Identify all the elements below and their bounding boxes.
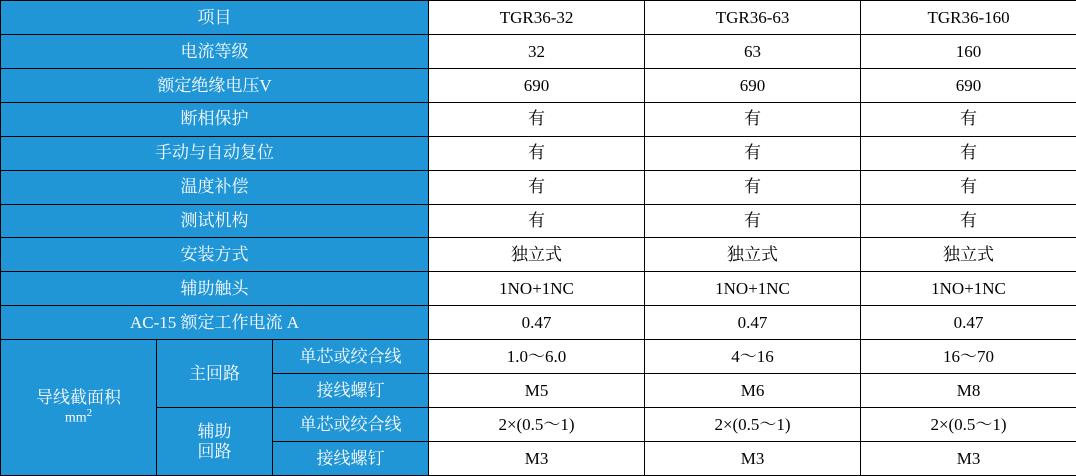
table-header-row: [1, 1, 1076, 35]
header-model-3: TGR36-160: [861, 1, 1076, 35]
wire-row-label: 接线螺钉: [273, 441, 429, 475]
wire-row-value: 2×(0.5～1): [861, 408, 1076, 442]
table-row: [1, 306, 1076, 340]
wire-row-value: M3: [645, 441, 861, 475]
row-label: 测试机构: [1, 204, 429, 238]
row-value: 1NO+1NC: [861, 272, 1076, 306]
wire-row-label: 单芯或绞合线: [273, 408, 429, 442]
row-value: 160: [861, 34, 1076, 68]
table-row: [1, 340, 1076, 374]
row-value: 有: [429, 136, 645, 170]
row-value: 有: [429, 204, 645, 238]
wire-row-value: M6: [645, 374, 861, 408]
header-model-2: TGR36-63: [645, 1, 861, 35]
row-label: 断相保护: [1, 102, 429, 136]
table-row: [1, 238, 1076, 272]
row-label: 辅助触头: [1, 272, 429, 306]
row-value: 有: [861, 102, 1076, 136]
row-value: 有: [645, 136, 861, 170]
row-value: 有: [429, 170, 645, 204]
wire-row-value: 4～16: [645, 340, 861, 374]
wire-section-label-unit: $mm^2$: [64, 407, 93, 426]
row-value: 690: [861, 68, 1076, 102]
row-value: 0.47: [861, 306, 1076, 340]
row-value: 独立式: [429, 238, 645, 272]
row-value: 32: [429, 34, 645, 68]
header-item-label: 项目: [1, 1, 429, 35]
wire-group-main-circuit: 主回路: [157, 340, 273, 408]
wire-group-auxiliary-line2: 回路: [197, 441, 232, 461]
row-label: 安装方式: [1, 238, 429, 272]
table-row: [1, 170, 1076, 204]
row-label: 温度补偿: [1, 170, 429, 204]
row-value: 独立式: [645, 238, 861, 272]
wire-row-label: 单芯或绞合线: [273, 340, 429, 374]
row-value: 有: [861, 136, 1076, 170]
table-row: [1, 102, 1076, 136]
table-row: [1, 136, 1076, 170]
row-value: 63: [645, 34, 861, 68]
table-row: [1, 204, 1076, 238]
row-value: 有: [861, 170, 1076, 204]
table-row: [1, 408, 1076, 442]
table-row: [1, 34, 1076, 68]
wire-row-value: 2×(0.5～1): [429, 408, 645, 442]
wire-row-value: M8: [861, 374, 1076, 408]
wire-row-value: 16～70: [861, 340, 1076, 374]
row-value: 独立式: [861, 238, 1076, 272]
wire-row-value: M3: [861, 441, 1076, 475]
row-value: 有: [861, 204, 1076, 238]
row-value: 有: [429, 102, 645, 136]
wire-group-auxiliary-line1: 辅助: [197, 421, 232, 441]
row-value: 690: [429, 68, 645, 102]
wire-row-value: M3: [429, 441, 645, 475]
row-value: 1NO+1NC: [645, 272, 861, 306]
wire-row-value: 2×(0.5～1): [645, 408, 861, 442]
wire-row-value: 1.0～6.0: [429, 340, 645, 374]
wire-row-value: M5: [429, 374, 645, 408]
table-row: [1, 272, 1076, 306]
wire-section-label: [1, 340, 157, 476]
row-value: 有: [645, 102, 861, 136]
row-value: 690: [645, 68, 861, 102]
wire-section-label-main: 导线截面积: [36, 387, 121, 407]
wire-group-auxiliary-circuit: [157, 408, 273, 476]
header-model-1: TGR36-32: [429, 1, 645, 35]
row-value: 有: [645, 204, 861, 238]
table-row: [1, 68, 1076, 102]
row-label: 电流等级: [1, 34, 429, 68]
row-value: 0.47: [645, 306, 861, 340]
row-value: 1NO+1NC: [429, 272, 645, 306]
wire-row-label: 接线螺钉: [273, 374, 429, 408]
row-label: AC-15 额定工作电流 A: [1, 306, 429, 340]
row-label: 额定绝缘电压V: [1, 68, 429, 102]
row-value: 有: [645, 170, 861, 204]
row-label: 手动与自动复位: [1, 136, 429, 170]
row-value: 0.47: [429, 306, 645, 340]
